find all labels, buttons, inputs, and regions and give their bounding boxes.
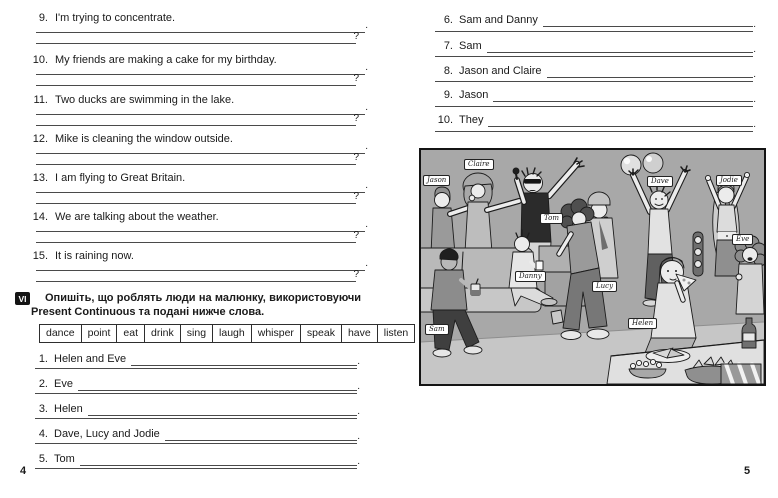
- line-end-mark: .: [365, 102, 368, 113]
- answer-line-question: [36, 73, 359, 86]
- fill-item-number: 6.: [443, 14, 453, 26]
- question-text: I am flying to Great Britain.: [55, 172, 186, 184]
- fill-item-second-line: [35, 431, 360, 444]
- fill-item-name: Sam and Danny: [459, 14, 538, 26]
- word-bank-cell: eat: [117, 325, 145, 343]
- name-tag-helen: Helen: [628, 318, 657, 329]
- word-bank-cell: dance: [40, 325, 82, 343]
- exercise-instruction-line1: Опишіть, що роблять люди на малюнку, використовуючи: [45, 292, 361, 304]
- question-text: Mike is cleaning the window outside.: [55, 133, 233, 145]
- question-number: 12.: [32, 133, 48, 145]
- line-end-mark: ?: [353, 31, 359, 42]
- fill-item-number: 2.: [38, 378, 48, 390]
- question-text: Two ducks are swimming in the lake.: [55, 94, 235, 106]
- name-tag-jodie: Jodie: [716, 175, 742, 186]
- name-tag-dave: Dave: [647, 176, 673, 187]
- party-light-column: [693, 232, 703, 276]
- word-bank-cell: have: [341, 325, 377, 343]
- word-bank-row: [40, 325, 415, 343]
- fill-item-name: They: [459, 114, 484, 126]
- fill-item-name: Dave, Lucy and Jodie: [54, 428, 160, 440]
- line-end-mark: .: [357, 456, 360, 467]
- line-end-mark: .: [357, 406, 360, 417]
- fill-item-second-line: [435, 94, 756, 107]
- figure-eve: [735, 236, 764, 314]
- question-text: We are talking about the weather.: [55, 211, 219, 223]
- name-tag-sam: Sam: [425, 324, 449, 335]
- answer-line-question: [36, 31, 359, 44]
- name-tag-tom: Tom: [540, 213, 563, 224]
- fill-item-number: 1.: [38, 353, 48, 365]
- fill-item-number: 5.: [38, 453, 48, 465]
- question-number: 9.: [38, 12, 48, 24]
- fill-item-second-line: [435, 69, 756, 82]
- line-end-mark: .: [753, 119, 756, 130]
- question-text: My friends are making a cake for my birthday.: [55, 54, 277, 66]
- word-bank-cell: point: [81, 325, 117, 343]
- party-illustration-frame: [419, 148, 766, 386]
- line-end-mark: .: [753, 19, 756, 30]
- answer-line-question: [36, 113, 359, 126]
- word-bank-cell: speak: [300, 325, 341, 343]
- fill-item-second-line: [435, 19, 756, 32]
- fill-item-second-line: [35, 381, 360, 394]
- line-end-mark: .: [357, 356, 360, 367]
- fill-item-number: 8.: [443, 65, 453, 77]
- question-number: 15.: [32, 250, 48, 262]
- word-bank-cell: laugh: [213, 325, 252, 343]
- name-tag-danny: Danny: [515, 271, 546, 282]
- name-tag-lucy: Lucy: [592, 281, 617, 292]
- line-end-mark: .: [365, 180, 368, 191]
- line-end-mark: ?: [353, 73, 359, 84]
- page-number-right: 5: [744, 465, 751, 477]
- question-number: 11.: [33, 94, 48, 106]
- cup-on-floor: [551, 310, 563, 324]
- line-end-mark: .: [753, 69, 756, 80]
- fill-item-second-line: [435, 44, 756, 57]
- page-number-left: 4: [20, 465, 27, 477]
- line-end-mark: ?: [353, 230, 359, 241]
- line-end-mark: .: [365, 62, 368, 73]
- word-bank-table: [39, 324, 415, 343]
- word-bank-cell: listen: [377, 325, 415, 343]
- line-end-mark: .: [357, 381, 360, 392]
- fill-item-name: Helen: [54, 403, 83, 415]
- fill-item-second-line: [35, 456, 360, 469]
- fill-item-number: 3.: [38, 403, 48, 415]
- answer-line-question: [36, 230, 359, 243]
- fill-item-number: 9.: [443, 89, 453, 101]
- fill-item-name: Helen and Eve: [54, 353, 127, 365]
- answer-line-question: [36, 269, 359, 282]
- fill-item-second-line: [435, 119, 756, 132]
- fill-item-second-line: [35, 356, 360, 369]
- line-end-mark: .: [753, 44, 756, 55]
- line-end-mark: .: [365, 141, 368, 152]
- fill-item-number: 10.: [437, 114, 453, 126]
- fill-item-second-line: [35, 406, 360, 419]
- word-bank-cell: sing: [180, 325, 212, 343]
- line-end-mark: ?: [353, 269, 359, 280]
- line-end-mark: .: [753, 94, 756, 105]
- question-text: I'm trying to concentrate.: [55, 12, 176, 24]
- line-end-mark: .: [365, 219, 368, 230]
- name-tag-claire: Claire: [464, 159, 494, 170]
- fill-item-name: Sam: [459, 40, 482, 52]
- name-tag-eve: Eve: [732, 234, 753, 245]
- fill-item-name: Tom: [54, 453, 75, 465]
- exercise-instruction-line2: Present Continuous та подані нижче слова.: [31, 306, 265, 318]
- word-bank-cell: whisper: [251, 325, 300, 343]
- exercise-number-badge: VI: [15, 292, 30, 305]
- line-end-mark: ?: [353, 191, 359, 202]
- party-scene-illustration: [421, 150, 764, 384]
- fill-item-name: Jason: [459, 89, 489, 101]
- right-page: [389, 0, 778, 498]
- question-number: 13.: [32, 172, 48, 184]
- fill-item-number: 4.: [38, 428, 48, 440]
- fill-item-name: Eve: [54, 378, 73, 390]
- answer-line-question: [36, 152, 359, 165]
- line-end-mark: ?: [353, 152, 359, 163]
- line-end-mark: .: [365, 20, 368, 31]
- fill-item-number: 7.: [443, 40, 453, 52]
- answer-line-question: [36, 191, 359, 204]
- name-tag-jason: Jason: [423, 175, 450, 186]
- word-bank-cell: drink: [145, 325, 181, 343]
- question-number: 14.: [32, 211, 48, 223]
- question-number: 10.: [32, 54, 48, 66]
- fill-item-name: Jason and Claire: [459, 65, 542, 77]
- question-text: It is raining now.: [55, 250, 134, 262]
- line-end-mark: ?: [353, 113, 359, 124]
- line-end-mark: .: [365, 258, 368, 269]
- line-end-mark: .: [357, 431, 360, 442]
